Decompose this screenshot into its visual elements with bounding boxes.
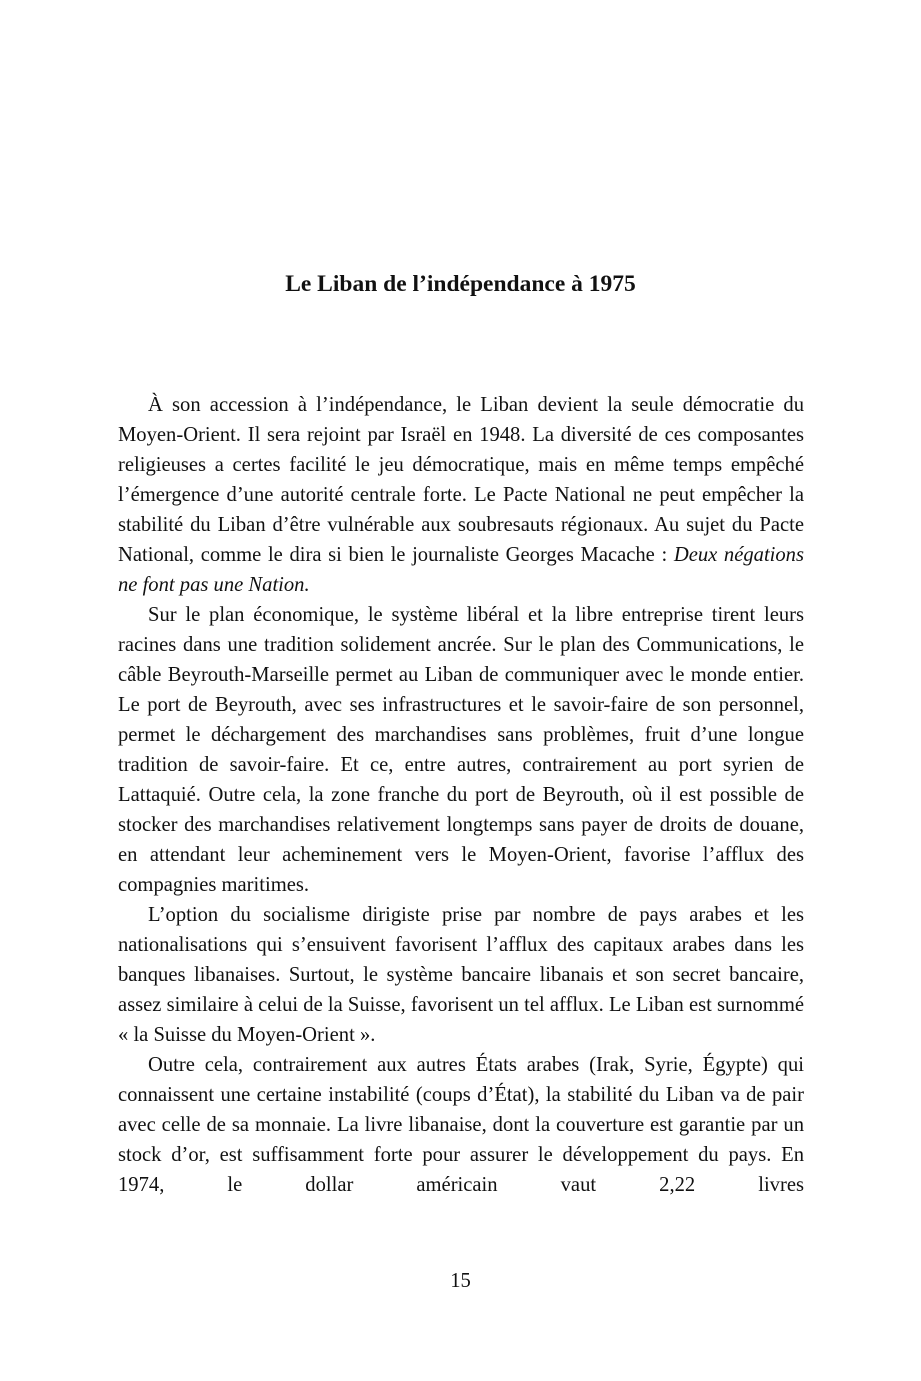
page-number: 15 xyxy=(450,1270,471,1292)
paragraph-3: L’option du socialisme dirigiste prise par nombre de pays arabes et les nationalisations qui s’ensuivent favorisent l’afflux des capitaux arabes dans les banques libanaises. Surtout, le système bancaire libanais et son secret bancaire, assez similaire à celui de la Suisse, favorisent un tel afflux. Le Liban est surnommé « la Suisse du Moyen-Orient ». xyxy=(118,904,804,1046)
chapter-title: Le Liban de l’indépendance à 1975 xyxy=(285,271,636,297)
paragraph-2: Sur le plan économique, le système libéral et la libre entreprise tirent leurs racines dans une tradition solidement ancrée. Sur le plan des Communications, le câble Beyrouth-Marseille permet au Liban de communiquer avec le monde entier. Le port de Beyrouth, avec ses infrastructures et le savoir-faire de son personnel, permet le déchargement des marchandises sans problèmes, fruit d’une longue tradition de savoir-faire. Et ce, entre autres, contrairement au port syrien de Lattaquié. Outre cela, la zone franche du port de Beyrouth, où il est possible de stocker des marchandises relativement longtemps sans payer de droits de douane, en attendant leur acheminement vers le Moyen-Orient, favorise l’afflux des compagnies maritimes. xyxy=(118,604,804,896)
paragraph-1 xyxy=(118,390,804,600)
paragraph-1-text: À son accession à l’indépendance, le Liban devient la seule démocratie du Moyen-Orient. Il sera rejoint par Israël en 1948. La diversité de ces composantes religieuses a certes facilité le jeu démocratique, mais en même temps empêché l’émergence d’une autorité centrale forte. Le Pacte National ne peut empêcher la stabilité du Liban d’être vulnérable aux soubresauts régionaux. Au sujet du Pacte National, comme le dira si bien le journaliste Georges Macache : xyxy=(118,394,804,566)
chapter-body xyxy=(118,390,804,1200)
paragraph-1-quote: Deux négations ne font pas une Nation. xyxy=(118,544,804,596)
paragraph-4: Outre cela, contrairement aux autres États arabes (Irak, Syrie, Égypte) qui connaissent une certaine instabilité (coups d’État), la stabilité du Liban va de pair avec celle de sa monnaie. La livre libanaise, dont la couverture est garantie par un stock d’or, est suffisamment forte pour assurer le développement du pays. En 1974, le dollar américain vaut 2,22 livres xyxy=(118,1054,804,1196)
